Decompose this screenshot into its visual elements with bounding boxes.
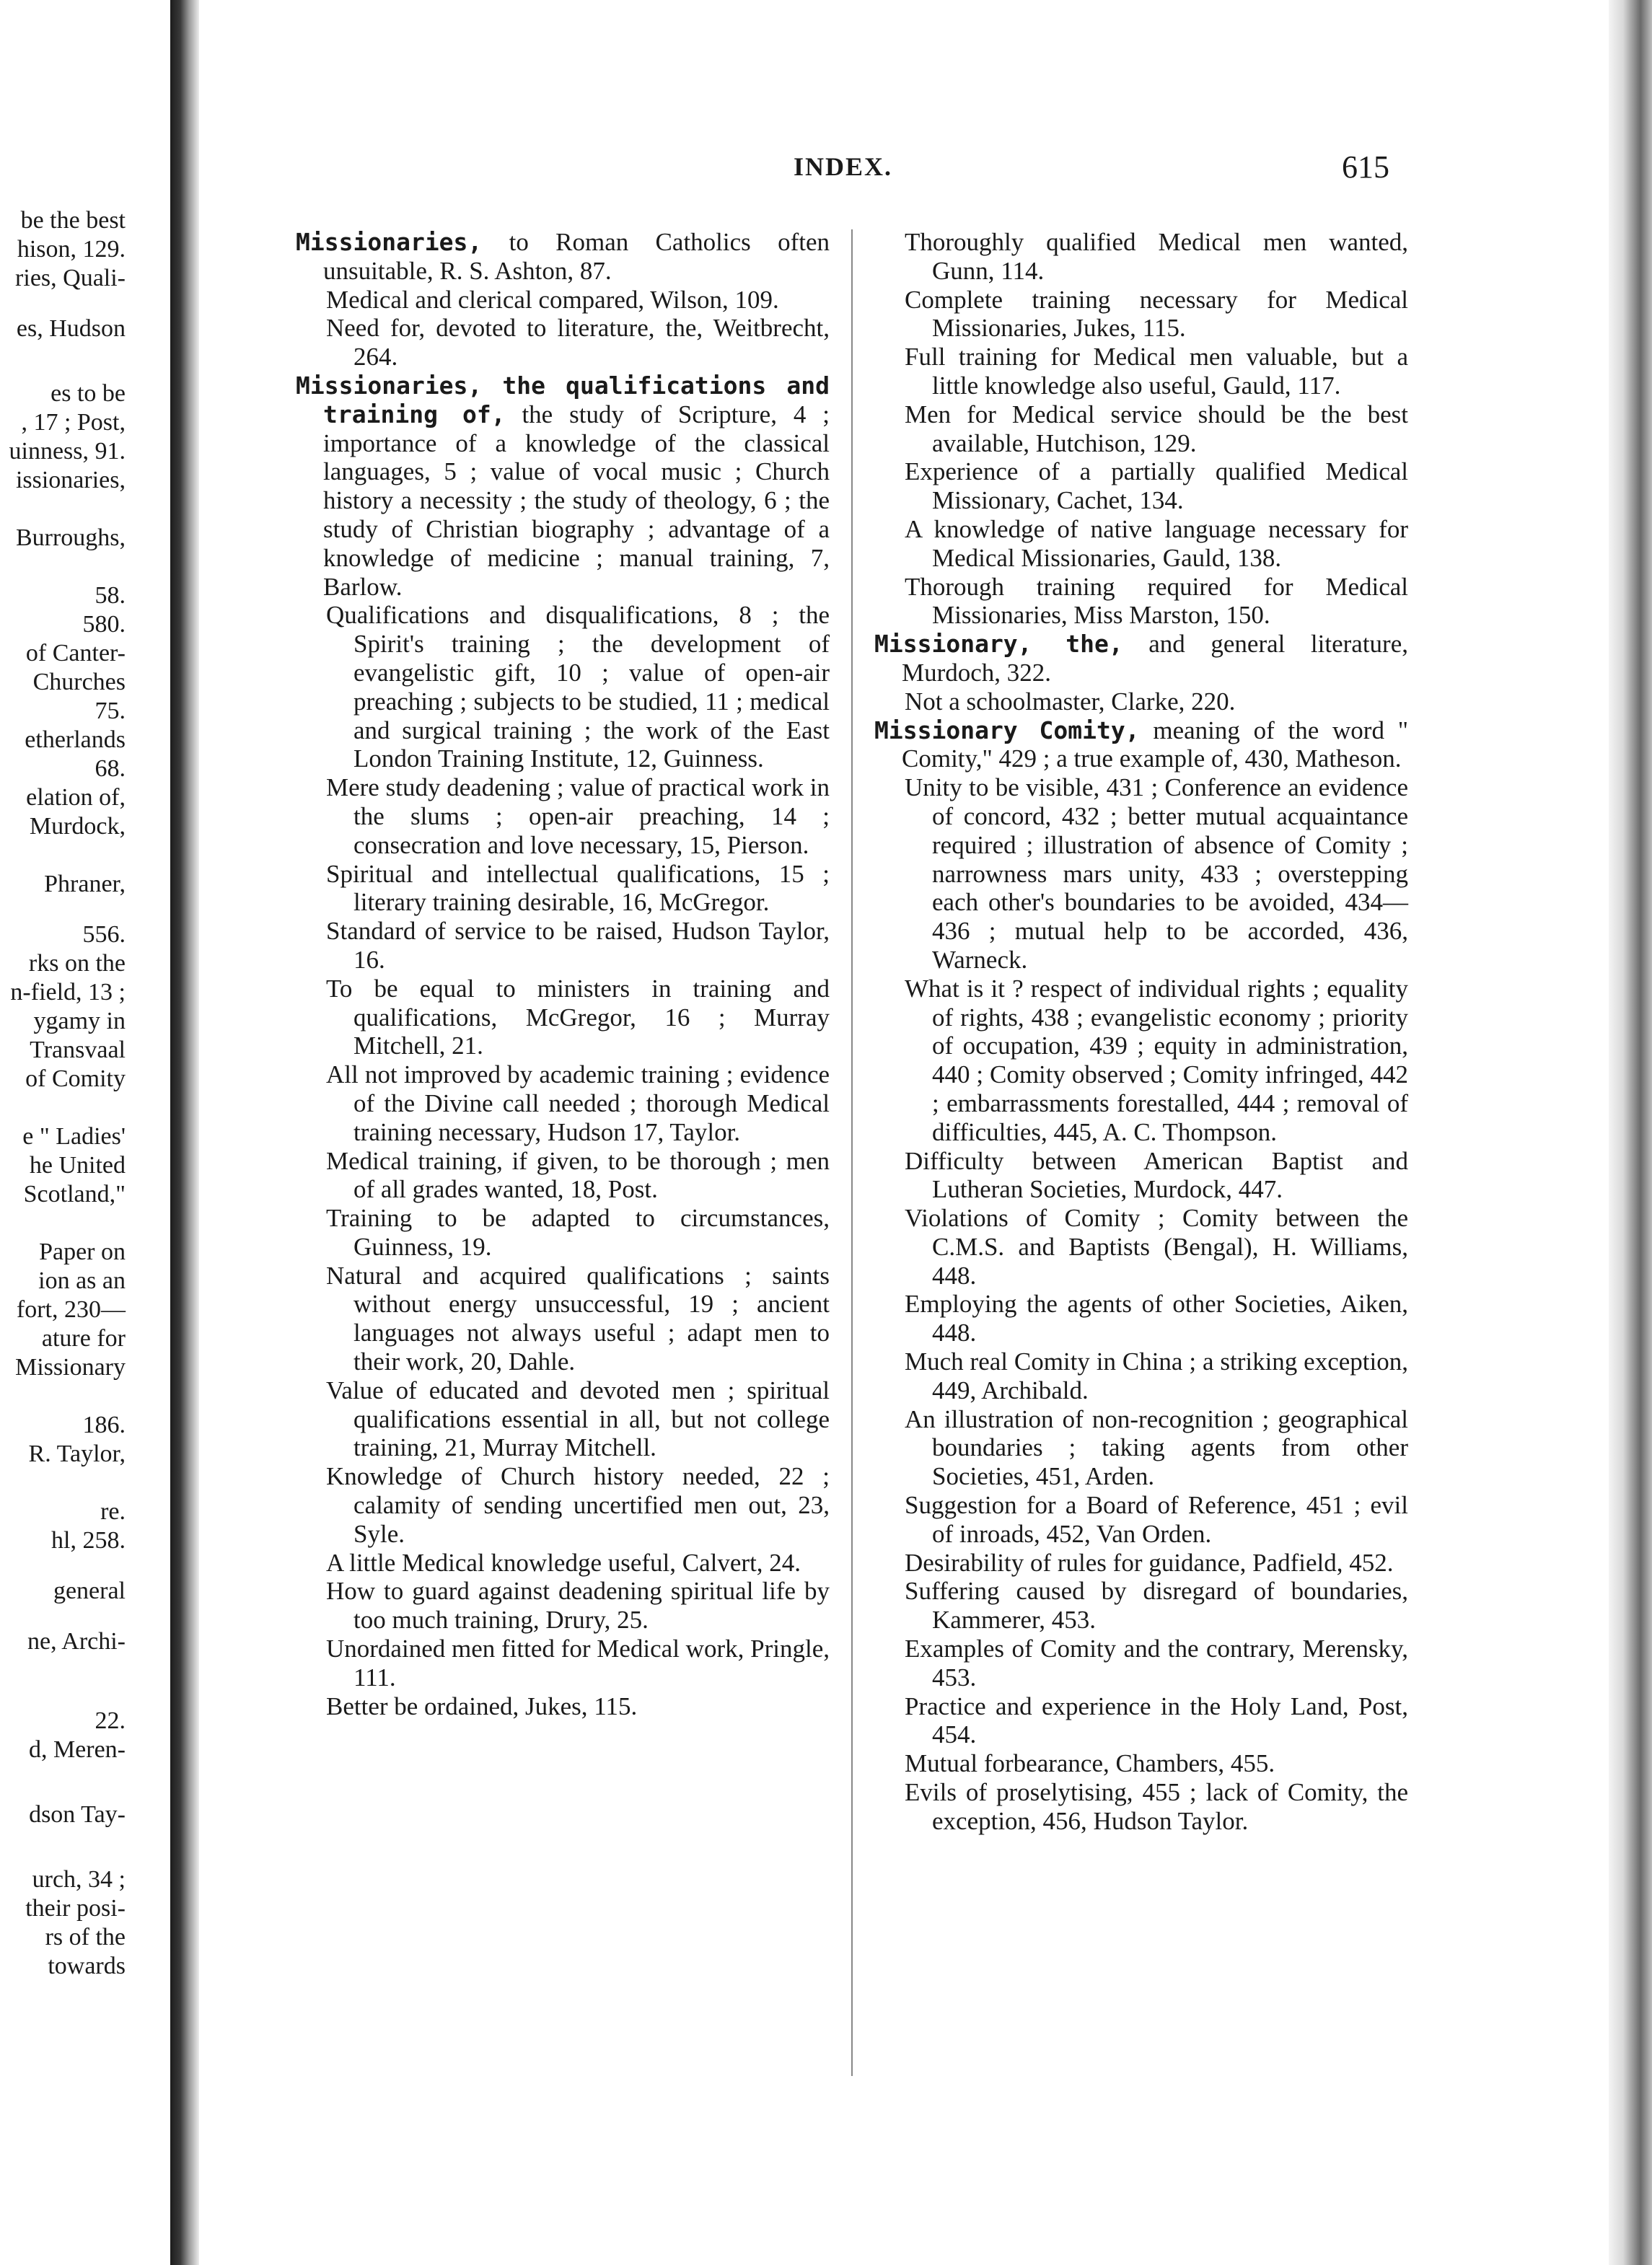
index-subentry <box>874 687 1408 716</box>
previous-page-line: , 17 ; Post, <box>21 409 126 436</box>
previous-page-fragment <box>0 206 170 2010</box>
index-entry-text: Not a schoolmaster, Clarke, 220. <box>905 687 1236 716</box>
index-subentry <box>874 573 1408 630</box>
index-entry-text: Men for Medical service should be the best available, Hutchison, 129. <box>905 400 1408 457</box>
index-subentry <box>296 1692 830 1721</box>
index-entry-text: Mutual forbearance, Chambers, 455. <box>905 1749 1275 1778</box>
index-entry-text: An illustration of non-recognition ; geographical boundaries ; taking agents from other Societies, 451, Arden. <box>905 1404 1408 1491</box>
index-subentry <box>874 975 1408 1147</box>
previous-page-line: issionaries, <box>15 467 126 493</box>
index-entry-text: How to guard against deadening spiritual life by too much training, Drury, 25. <box>326 1577 830 1635</box>
index-subentry <box>874 1749 1408 1778</box>
index-entry-text: Thoroughly qualified Medical men wanted, Gunn, 114. <box>905 228 1408 285</box>
index-heading: Missionaries, the qualifications and training of, <box>296 371 830 428</box>
index-entry-text: All not improved by academic training ; evidence of the Divine call needed ; thorough Medical training necessary, Hudson 17, Taylor. <box>326 1060 830 1146</box>
index-subentry <box>296 1147 830 1205</box>
index-subentry <box>874 343 1408 400</box>
index-entry <box>874 630 1408 687</box>
index-subentry <box>296 917 830 975</box>
index-subentry <box>296 1462 830 1548</box>
index-entry <box>874 716 1408 774</box>
running-title: INDEX. <box>794 152 893 181</box>
index-entry-text: Mere study deadening ; value of practical work in the slums ; open-air preaching, 14 ; consecration and love necessary, 15, Pierson. <box>326 773 830 859</box>
index-subentry <box>874 515 1408 573</box>
page-edge-shadow <box>1609 0 1652 2265</box>
index-entry-text: To be equal to ministers in training and qualifications, McGregor, 16 ; Murray Mitchell, 21. <box>326 974 830 1060</box>
previous-page-line: of Comity <box>25 1065 126 1092</box>
index-entry-text: Employing the agents of other Societies, Aiken, 448. <box>905 1290 1408 1347</box>
index-subentry <box>874 1549 1408 1578</box>
index-subentry <box>296 601 830 773</box>
previous-page-line: towards <box>48 1953 126 1979</box>
index-subentry <box>296 1549 830 1578</box>
index-heading: Missionary, the, <box>874 630 1123 659</box>
previous-page-line: Murdock, <box>29 813 126 840</box>
previous-page-line: 75. <box>95 698 126 724</box>
previous-page-line: Missionary <box>15 1354 126 1381</box>
previous-page-line: fort, 230— <box>16 1296 126 1323</box>
index-subentry <box>874 286 1408 343</box>
index-entry-text: What is it ? respect of individual rights ; equality of rights, 438 ; evangelistic economy ; priority of occupation, 439 ; equity in administration, 440 ; Comity observed ; Comity infringed, 442 ; embarrassments forestalled, 444 ; removal of difficulties, 445, A. C. Thompson. <box>905 974 1408 1146</box>
previous-page-line: Paper on <box>39 1239 126 1265</box>
index-entry-text: Suffering caused by disregard of boundaries, Kammerer, 453. <box>905 1577 1408 1635</box>
index-entry-text: to Roman Catholics often unsuitable, R. S. Ashton, 87. <box>323 228 830 285</box>
column-rule <box>851 229 853 2076</box>
previous-page-line: Phraner, <box>44 871 126 897</box>
index-entry-text: Natural and acquired qualifications ; saints without energy unsuccessful, 19 ; ancient languages not always useful ; adapt men to their work, 20, Dahle. <box>326 1261 830 1376</box>
previous-page-line: 68. <box>95 755 126 782</box>
index-subentry <box>874 1405 1408 1491</box>
index-subentry <box>296 1262 830 1376</box>
index-entry-text: Thorough training required for Medical Missionaries, Miss Marston, 150. <box>905 572 1408 630</box>
index-subentry <box>874 1290 1408 1347</box>
index-subentry <box>296 286 830 315</box>
previous-page-line: n-field, 13 ; <box>10 979 126 1006</box>
index-heading: Missionaries, <box>296 228 483 256</box>
index-entry-text: the study of Scripture, 4 ; importance of a knowledge of the classical languages, 5 ; value of vocal music ; Church history a necessity ; the study of theology, 6 ; the study of Christian biography ; advantage of a knowledge of medicine ; manual training, 7, Barlow. <box>323 400 830 601</box>
index-entry-text: Difficulty between American Baptist and Lutheran Societies, Murdock, 447. <box>905 1146 1408 1204</box>
previous-page-line: Transvaal <box>30 1037 126 1063</box>
index-entry <box>296 228 830 286</box>
previous-page-line: 186. <box>82 1412 126 1438</box>
index-heading: Missionary Comity, <box>874 716 1140 744</box>
previous-page-line: ne, Archi- <box>27 1628 126 1655</box>
index-entry-text: Suggestion for a Board of Reference, 451 ; evil of inroads, 452, Van Orden. <box>905 1491 1408 1548</box>
previous-page-line: ature for <box>41 1325 126 1352</box>
index-entry-text: Evils of proselytising, 455 ; lack of Comity, the exception, 456, Hudson Taylor. <box>905 1778 1408 1835</box>
index-subentry <box>296 773 830 859</box>
previous-page-line: d, Meren- <box>28 1736 126 1763</box>
previous-page-line: etherlands <box>25 726 126 753</box>
index-entry-text: Complete training necessary for Medical Missionaries, Jukes, 115. <box>905 285 1408 343</box>
index-subentry <box>296 1376 830 1462</box>
index-entry-text: Medical and clerical compared, Wilson, 109. <box>326 285 779 314</box>
index-subentry <box>874 1577 1408 1635</box>
index-entry-text: Medical training, if given, to be thorough ; men of all grades wanted, 18, Post. <box>326 1146 830 1204</box>
index-entry-text: Violations of Comity ; Comity between the C.M.S. and Baptists (Bengal), H. Williams, 448. <box>905 1204 1408 1290</box>
previous-page-line: re. <box>100 1498 126 1525</box>
previous-page-line: Burroughs, <box>15 524 126 551</box>
previous-page-line: es, Hudson <box>16 315 126 342</box>
index-entry-text: Value of educated and devoted men ; spiritual qualifications essential in all, but not college training, 21, Murray Mitchell. <box>326 1376 830 1462</box>
index-entry-text: Better be ordained, Jukes, 115. <box>326 1692 638 1720</box>
index-entry-text: and general literature, Murdoch, 322. <box>902 630 1408 687</box>
index-subentry <box>874 773 1408 975</box>
previous-page-line: uinness, 91. <box>9 438 126 465</box>
previous-page-line: general <box>53 1578 126 1604</box>
index-entry-text: Unordained men fitted for Medical work, Pringle, 111. <box>326 1635 830 1692</box>
index-subentry <box>874 1692 1408 1750</box>
index-entry-text: Qualifications and disqualifications, 8 ; the Spirit's training ; the development of evangelistic gift, 10 ; value of open-air preaching ; subjects to be studied, 11 ; medical and surgical training ; the work of the East London Training Institute, 12, Guinness. <box>326 601 830 773</box>
index-entry-text: Practice and experience in the Holy Land, Post, 454. <box>905 1692 1408 1749</box>
index-subentry <box>874 1635 1408 1692</box>
previous-page-line: ion as an <box>38 1267 126 1294</box>
index-subentry <box>296 1060 830 1146</box>
previous-page-line: 556. <box>82 921 126 948</box>
index-entry <box>296 371 830 601</box>
previous-page-line: R. Taylor, <box>28 1441 126 1467</box>
index-subentry <box>296 314 830 371</box>
previous-page-line: e " Ladies' <box>22 1123 126 1150</box>
index-entry-text: Full training for Medical men valuable, but a little knowledge also useful, Gauld, 117. <box>905 343 1408 400</box>
previous-page-line: hl, 258. <box>51 1527 126 1554</box>
previous-page-line: ygamy in <box>33 1008 126 1034</box>
index-entry-text: A knowledge of native language necessary for Medical Missionaries, Gauld, 138. <box>905 514 1408 572</box>
index-subentry <box>296 1635 830 1692</box>
index-subentry <box>874 1347 1408 1405</box>
index-subentry <box>874 1491 1408 1549</box>
index-entry-text: Experience of a partially qualified Medical Missionary, Cachet, 134. <box>905 457 1408 515</box>
previous-page-line: es to be <box>50 380 126 407</box>
previous-page-line: rs of the <box>45 1924 126 1950</box>
previous-page-line: ries, Quali- <box>15 265 126 291</box>
index-entry-text: A little Medical knowledge useful, Calvert, 24. <box>326 1548 801 1577</box>
index-subentry <box>874 457 1408 515</box>
index-entry-text: Desirability of rules for guidance, Padfield, 452. <box>905 1548 1394 1577</box>
index-subentry <box>874 1778 1408 1836</box>
index-entry-text: Much real Comity in China ; a striking exception, 449, Archibald. <box>905 1347 1408 1404</box>
index-entry-text: Need for, devoted to literature, the, Weitbrecht, 264. <box>326 314 830 371</box>
index-entry-text: Training to be adapted to circumstances, Guinness, 19. <box>326 1204 830 1261</box>
index-subentry <box>296 975 830 1060</box>
previous-page-line: 58. <box>95 582 126 609</box>
index-entry-text: Standard of service to be raised, Hudson Taylor, 16. <box>326 917 830 974</box>
index-entry-text: Unity to be visible, 431 ; Conference an evidence of concord, 432 ; better mutual acquaintance required ; illustration of absence of Comity ; narrowness mars unity, 433 ; overstepping each other's boundaries to be avoided, 434—436 ; mutual help to be accorded, 436, Warneck. <box>905 773 1408 974</box>
index-entry-text: Knowledge of Church history needed, 22 ; calamity of sending uncertified men out, 23, Syle. <box>326 1462 830 1548</box>
previous-page-line: urch, 34 ; <box>32 1866 126 1893</box>
previous-page-line: Churches <box>32 669 126 695</box>
index-subentry <box>874 1147 1408 1205</box>
previous-page-line: 580. <box>82 611 126 638</box>
index-subentry <box>296 1577 830 1635</box>
index-entry-text: Examples of Comity and the contrary, Merensky, 453. <box>905 1635 1408 1692</box>
index-subentry <box>874 400 1408 458</box>
previous-page-line: 22. <box>95 1707 126 1734</box>
previous-page-line: dson Tay- <box>29 1801 126 1828</box>
previous-page-line: their posi- <box>25 1895 126 1922</box>
index-column-right <box>874 228 1408 1836</box>
index-subentry <box>874 228 1408 286</box>
index-entry-text: meaning of the word " Comity," 429 ; a true example of, 430, Matheson. <box>902 716 1408 773</box>
index-subentry <box>296 1204 830 1262</box>
index-entry-text: Spiritual and intellectual qualifications, 15 ; literary training desirable, 16, McGregor. <box>326 859 830 917</box>
previous-page-line: be the best <box>20 207 126 234</box>
index-column-left <box>296 228 830 1720</box>
book-gutter-shadow <box>170 0 199 2265</box>
previous-page-line: he United <box>29 1152 126 1179</box>
index-subentry <box>296 860 830 918</box>
previous-page-line: hison, 129. <box>17 236 126 263</box>
page-header <box>0 149 1652 189</box>
index-subentry <box>874 1204 1408 1290</box>
previous-page-line: rks on the <box>28 950 126 977</box>
previous-page-line: Scotland," <box>23 1181 126 1208</box>
previous-page-line: of Canter- <box>25 640 126 667</box>
previous-page-line: elation of, <box>26 784 126 811</box>
page-number: 615 <box>1342 149 1389 185</box>
